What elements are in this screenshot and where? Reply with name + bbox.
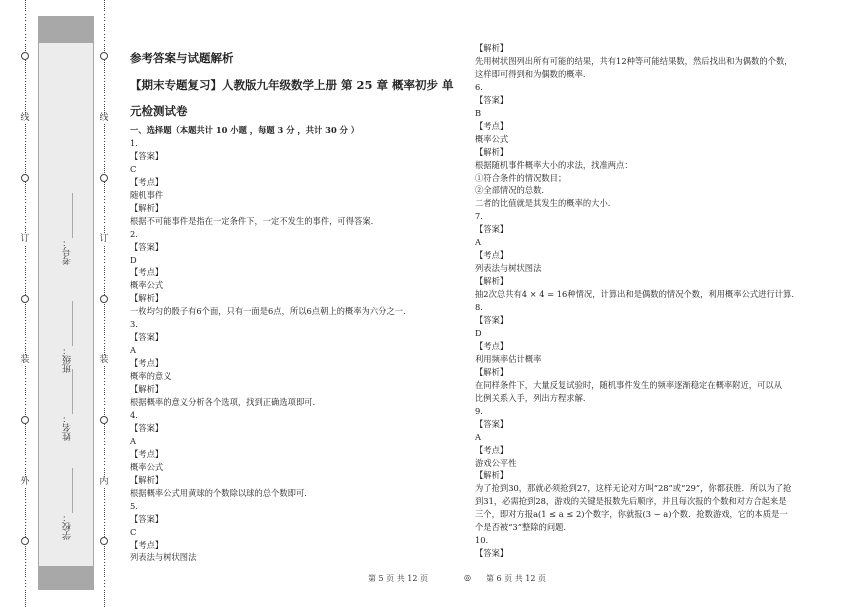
title-line-2: 元检测试卷 <box>130 104 188 118</box>
right-answer-line: 比例关系入手，列出方程求解. <box>475 392 586 403</box>
left-answer-line: A <box>130 435 136 446</box>
right-answer-line: 根据随机事件概率大小的求法，找准两点： <box>475 159 633 170</box>
right-answer-line: 【答案】 <box>475 94 509 105</box>
outer-margin-char: … <box>19 376 31 387</box>
inner-margin-char: … <box>98 315 110 326</box>
inner-margin-char: … <box>98 497 110 508</box>
inner-circle-mark <box>100 295 108 303</box>
right-answer-line: 为了抢到30，那就必须抢到27，这样无论对方叫“28”或“29”，你都获胜．所以为了抢 <box>475 483 792 494</box>
right-answer-list <box>475 42 815 560</box>
inner-margin-char: 装 <box>99 355 109 366</box>
outer-margin-char: … <box>19 517 31 528</box>
left-answer-line: 一枚均匀的骰子有6个面，只有一面是6点，所以6点朝上的概率为六分之一. <box>130 306 406 317</box>
left-answer-line: 概率的意义 <box>130 371 172 382</box>
inner-margin-char: … <box>98 93 110 104</box>
title-line-1: 【期末专题复习】人教版九年级数学上册 第 25 章 概率初步 单 <box>130 78 454 92</box>
class-field[interactable]: 班级：__________ <box>63 301 73 373</box>
outer-margin-char: … <box>19 214 31 225</box>
right-answer-line: 7. <box>475 211 483 222</box>
outer-margin-char: … <box>19 557 31 568</box>
left-answer-line: 【考点】 <box>130 448 164 459</box>
inner-margin-char: … <box>98 133 110 144</box>
right-answer-line: 10. <box>475 535 489 546</box>
left-answer-line: 【考点】 <box>130 539 164 550</box>
right-answer-line: A <box>475 431 481 442</box>
left-answer-line: 5. <box>130 500 138 511</box>
outer-margin-char: … <box>19 153 31 164</box>
right-answer-line: 8. <box>475 302 483 313</box>
right-answer-line: B <box>475 107 482 118</box>
left-answer-line: 2. <box>130 228 138 239</box>
right-answer-line: 个是否被“3”整除的问题. <box>475 522 567 533</box>
left-answer-line: A <box>130 345 136 356</box>
right-answer-line: 【考点】 <box>475 120 509 131</box>
right-answer-line: 列表法与树状图法 <box>475 263 542 274</box>
outer-margin-char: … <box>19 335 31 346</box>
inner-margin-char: … <box>98 436 110 447</box>
right-answer-line: 抽2次总共有4 × 4 = 16种情况，计算出和是偶数的情况个数，利用概率公式进行计算. <box>475 289 794 300</box>
inner-margin-char: 订 <box>99 234 109 245</box>
inner-dotted-line <box>104 0 105 607</box>
right-answer-line: 【答案】 <box>475 224 509 235</box>
inner-margin-char: … <box>98 214 110 225</box>
inner-margin-char: … <box>98 376 110 387</box>
right-answer-line: 到31，必需抢到28，游戏的关键是报数先后顺序，并且每次报的个数和对方合起来是 <box>475 496 787 507</box>
right-answer-line: ①符合条件的情况数目； <box>475 172 567 183</box>
outer-margin-char: … <box>19 275 31 286</box>
right-answer-line: 【答案】 <box>475 418 509 429</box>
left-answer-line: 【解析】 <box>130 474 164 485</box>
outer-circle-mark <box>21 537 29 545</box>
outer-margin-char: … <box>19 12 31 23</box>
inner-margin-char: … <box>98 153 110 164</box>
inner-margin-char: … <box>98 557 110 568</box>
left-answer-line: 根据概率的意义分析各个选项，找到正确选项即可. <box>130 397 316 408</box>
right-answer-line: 【解析】 <box>475 146 509 157</box>
right-answer-line: 这样即可得到和为偶数的概率. <box>475 68 586 79</box>
outer-margin-char: … <box>19 32 31 43</box>
outer-margin-char: … <box>19 396 31 407</box>
inner-circle-mark <box>100 416 108 424</box>
outer-margin-char: … <box>19 578 31 589</box>
footer-right-page: 第 6 页 共 12 页 <box>486 574 546 583</box>
right-answer-line: 游戏公平性 <box>475 457 517 468</box>
left-answer-line: 【解析】 <box>130 202 164 213</box>
left-answer-line: C <box>130 526 137 537</box>
outer-margin-char: 线 <box>20 113 30 123</box>
footer-left-page: 第 5 页 共 12 页 <box>368 574 428 583</box>
right-answer-line: 【解析】 <box>475 43 509 53</box>
right-answer-line: D <box>475 327 482 338</box>
student-info-panel <box>39 43 93 566</box>
answer-heading: 参考答案与试题解析 <box>130 51 234 65</box>
left-answer-line: 根据概率公式用黄球的个数除以球的总个数即可. <box>130 487 307 498</box>
section-heading: 一、选择题（本题共计 10 小题 ，每题 3 分 ，共计 30 分 ） <box>130 125 360 135</box>
left-answer-line: 【解析】 <box>130 384 164 395</box>
outer-margin-char: … <box>19 436 31 447</box>
left-answer-line: 【考点】 <box>130 358 164 369</box>
left-answer-line: 根据不可能事件是指在一定条件下，一定不发生的事件，可得答案. <box>130 215 374 226</box>
right-answer-line: 概率公式 <box>475 133 509 144</box>
inner-margin-char: … <box>98 396 110 407</box>
document-title <box>130 72 460 124</box>
right-answer-line: 三个，即对方报a(1 ≤ a ≤ 2)个数字，你就报(3 − a)个数．抢数游戏，它的本质是一 <box>475 509 788 520</box>
left-answer-line: 列表法与树状图法 <box>130 552 197 563</box>
inner-margin-char: … <box>98 12 110 23</box>
right-answer-line: 【解析】 <box>475 366 509 377</box>
outer-circle-mark <box>21 52 29 60</box>
right-column <box>475 42 815 560</box>
right-answer-line: 在同样条件下，大量反复试验时，随机事件发生的频率逐渐稳定在概率附近，可以从 <box>475 379 782 390</box>
inner-margin-char: … <box>98 335 110 346</box>
left-answer-line: 4. <box>130 409 138 420</box>
right-answer-line: 【考点】 <box>475 340 509 351</box>
inner-margin-char: … <box>98 517 110 528</box>
left-column <box>130 48 460 564</box>
inner-margin-char: … <box>98 254 110 265</box>
outer-dotted-line <box>25 0 26 607</box>
inner-circle-mark <box>100 537 108 545</box>
left-answer-line: 3. <box>130 319 138 330</box>
right-answer-line: 【考点】 <box>475 444 509 455</box>
right-answer-line: A <box>475 237 481 248</box>
right-answer-line: 9. <box>475 405 483 416</box>
exam-no-field[interactable]: 考号：__________ <box>63 193 73 265</box>
outer-margin-char: … <box>19 73 31 84</box>
inner-margin-char: … <box>98 578 110 589</box>
left-answer-line: 【答案】 <box>130 241 164 252</box>
outer-margin-char: … <box>19 456 31 467</box>
left-answer-line: 【答案】 <box>130 422 164 433</box>
inner-margin-char: … <box>98 73 110 84</box>
outer-margin-char: 外 <box>20 476 30 487</box>
outer-circle-mark <box>21 295 29 303</box>
right-answer-line: 利用频率估计概率 <box>475 353 542 364</box>
outer-circle-mark <box>21 416 29 424</box>
right-answer-line: 【解析】 <box>475 470 509 481</box>
left-answer-line: 【答案】 <box>130 150 164 161</box>
binding-margin <box>0 0 120 607</box>
inner-margin-char: … <box>98 194 110 205</box>
left-answer-line: 随机事件 <box>130 189 164 200</box>
outer-margin-char: 装 <box>20 355 30 366</box>
left-answer-line: 【考点】 <box>130 267 164 278</box>
outer-circle-mark <box>21 174 29 182</box>
outer-margin-char: … <box>19 315 31 326</box>
right-answer-line: 【答案】 <box>475 315 509 326</box>
footer-separator: ◎ <box>464 573 471 582</box>
right-answer-line: 二者的比值就是其发生的概率的大小. <box>475 198 611 209</box>
right-answer-line: ②全部情况的总数. <box>475 185 545 196</box>
outer-margin-char: … <box>19 133 31 144</box>
outer-margin-char: … <box>19 93 31 104</box>
inner-margin-char: … <box>98 275 110 286</box>
left-answer-line: 概率公式 <box>130 280 164 291</box>
outer-margin-char: … <box>19 194 31 205</box>
right-answer-line: 【考点】 <box>475 250 509 261</box>
inner-margin-char: … <box>98 456 110 467</box>
left-answer-line: 【解析】 <box>130 293 164 304</box>
inner-margin-char: 线 <box>99 113 109 123</box>
name-field[interactable]: 姓名：__________ <box>63 369 73 441</box>
right-answer-line: 【解析】 <box>475 276 509 287</box>
right-answer-line: 先用树状图列出所有可能的结果，共有12种等可能结果数，然后找出和为偶数的个数， <box>475 55 793 66</box>
left-answer-line: C <box>130 163 137 174</box>
left-answer-line: 概率公式 <box>130 461 164 472</box>
left-answer-line: 1. <box>130 137 138 148</box>
inner-margin-char: 内 <box>99 476 109 487</box>
left-answer-list <box>130 137 460 564</box>
inner-margin-char: … <box>98 32 110 43</box>
left-answer-line: 【考点】 <box>130 176 164 187</box>
inner-circle-mark <box>100 52 108 60</box>
outer-margin-char: … <box>19 254 31 265</box>
right-answer-line: 6. <box>475 81 483 92</box>
left-answer-line: 【答案】 <box>130 513 164 524</box>
left-answer-line: D <box>130 254 137 265</box>
left-answer-line: 【答案】 <box>130 332 164 343</box>
outer-margin-char: … <box>19 497 31 508</box>
school-field[interactable]: 学校：__________ <box>63 468 73 540</box>
right-answer-line: 【答案】 <box>475 548 509 559</box>
outer-margin-char: 订 <box>20 234 30 245</box>
inner-circle-mark <box>100 174 108 182</box>
student-info-strip <box>38 16 94 590</box>
